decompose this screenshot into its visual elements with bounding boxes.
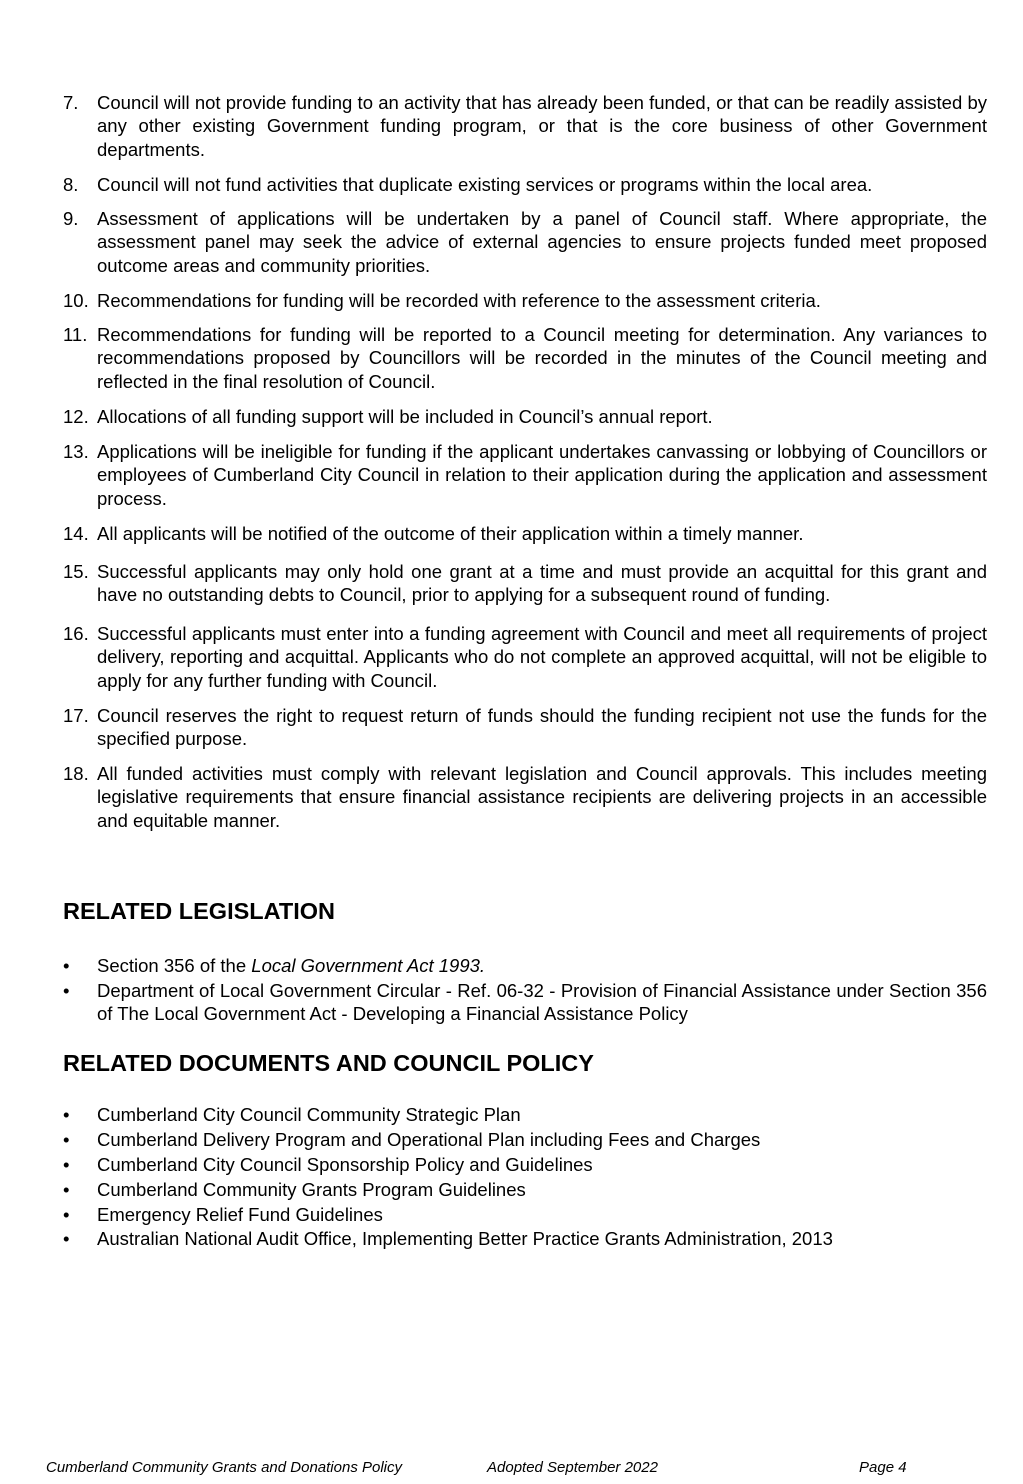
- list-item-11: [63, 323, 987, 393]
- list-item: [63, 1203, 987, 1226]
- bullet-icon: •: [63, 1104, 70, 1125]
- bullet-icon: •: [63, 1178, 70, 1200]
- item-text: Council reserves the right to request return of funds should the funding recipient not use the funds for the specified purpose.: [97, 705, 987, 750]
- legislation-text: Department of Local Government Circular - Ref. 06-32 - Provision of Financial Assistance under Section 356 of The Local Government Act - Developing a Financial Assistance Policy: [97, 979, 987, 1025]
- item-number: 13.: [63, 441, 89, 462]
- list-item-8: [63, 173, 987, 196]
- item-text: All funded activities must comply with relevant legislation and Council approvals. This includes meeting legislative requirements that ensure financial assistance recipients are delivering projects in an accessible and equitable manner.: [97, 763, 987, 831]
- item-text: Council will not fund activities that duplicate existing services or programs within the local area.: [97, 174, 873, 195]
- bullet-icon: •: [63, 1153, 70, 1175]
- related-legislation-list: [63, 954, 987, 1027]
- item-text: Assessment of applications will be undertaken by a panel of Council staff. Where appropriate, the assessment panel may seek the advice of external agencies to ensure projects funded meet proposed outcome areas and community priorities.: [97, 208, 987, 276]
- list-item: [63, 1178, 987, 1201]
- item-number: 16.: [63, 623, 89, 644]
- item-text: Applications will be ineligible for funding if the applicant undertakes canvassing or lobbying of Councillors or employees of Cumberland City Council in relation to their application during the application and assessment process.: [97, 441, 987, 509]
- item-text: Allocations of all funding support will be included in Council’s annual report.: [97, 406, 713, 427]
- item-text: Successful applicants may only hold one grant at a time and must provide an acquittal for this grant and have no outstanding debts to Council, prior to applying for a subsequent round of funding.: [97, 561, 987, 606]
- bullet-icon: •: [63, 1228, 70, 1250]
- related-legislation-heading: RELATED LEGISLATION: [63, 898, 335, 924]
- list-item: [63, 1128, 987, 1151]
- item-number: 10.: [63, 290, 89, 311]
- bullet-icon: •: [63, 1128, 70, 1150]
- list-item: [63, 979, 987, 1026]
- document-text: Cumberland City Council Community Strategic Plan: [97, 1104, 521, 1125]
- act-title: Local Government Act 1993: [251, 955, 480, 976]
- item-number: 12.: [63, 406, 89, 427]
- list-item-18: [63, 762, 987, 832]
- footer-title: Cumberland Community Grants and Donations Policy: [46, 1459, 402, 1476]
- document-text: Cumberland Community Grants Program Guidelines: [97, 1178, 526, 1200]
- item-number: 18.: [63, 763, 89, 784]
- item-text: Successful applicants must enter into a funding agreement with Council and meet all requirements of project delivery, reporting and acquittal. Applicants who do not complete an approved acquittal, will not be eligible to apply for any further funding with Council.: [97, 623, 987, 691]
- item-number: 15.: [63, 561, 89, 582]
- item-number: 8.: [63, 174, 79, 195]
- list-item-17: [63, 704, 987, 751]
- document-text: Emergency Relief Fund Guidelines: [97, 1203, 383, 1225]
- act-suffix: .: [479, 955, 486, 976]
- item-number: 14.: [63, 523, 89, 544]
- bullet-icon: •: [63, 979, 70, 1001]
- list-item: [63, 954, 987, 977]
- related-documents-list: [63, 1103, 987, 1252]
- item-text: Recommendations for funding will be reported to a Council meeting for determination. Any variances to recommendations proposed by Councillors will be recorded in the minutes of the Council meeting and reflected in the final resolution of Council.: [97, 324, 987, 392]
- document-text: Australian National Audit Office, Implementing Better Practice Grants Administration, 2013: [97, 1228, 833, 1250]
- list-item: [63, 1153, 987, 1176]
- item-number: 11.: [63, 324, 88, 345]
- list-item: [63, 1227, 987, 1250]
- list-item: [63, 1103, 987, 1126]
- item-number: 9.: [63, 208, 79, 229]
- item-number: 7.: [63, 92, 79, 113]
- list-item-15: [63, 560, 987, 607]
- list-item-7: [63, 91, 987, 161]
- document-text: Cumberland City Council Sponsorship Policy and Guidelines: [97, 1153, 593, 1175]
- item-text: All applicants will be notified of the outcome of their application within a timely manner.: [97, 523, 804, 544]
- document-text: Cumberland Delivery Program and Operational Plan including Fees and Charges: [97, 1128, 761, 1150]
- footer-page-number: Page 4: [859, 1459, 907, 1476]
- list-item-9: [63, 207, 987, 277]
- list-item-12: [63, 405, 987, 428]
- list-item-13: [63, 440, 987, 510]
- list-item-10: [63, 289, 987, 312]
- list-item-16: [63, 622, 987, 692]
- item-text: Council will not provide funding to an activity that has already been funded, or that can be readily assisted by any other existing Government funding program, or that is the core business of other Government departments.: [97, 92, 987, 160]
- related-documents-heading: RELATED DOCUMENTS AND COUNCIL POLICY: [63, 1050, 594, 1076]
- footer-adopted-date: Adopted September 2022: [487, 1459, 658, 1476]
- item-text: Recommendations for funding will be recorded with reference to the assessment criteria.: [97, 290, 821, 311]
- item-number: 17.: [63, 705, 89, 726]
- bullet-icon: •: [63, 1203, 70, 1225]
- legislation-text: Section 356 of the: [97, 955, 252, 976]
- list-item-14: [63, 522, 987, 545]
- bullet-icon: •: [63, 955, 70, 976]
